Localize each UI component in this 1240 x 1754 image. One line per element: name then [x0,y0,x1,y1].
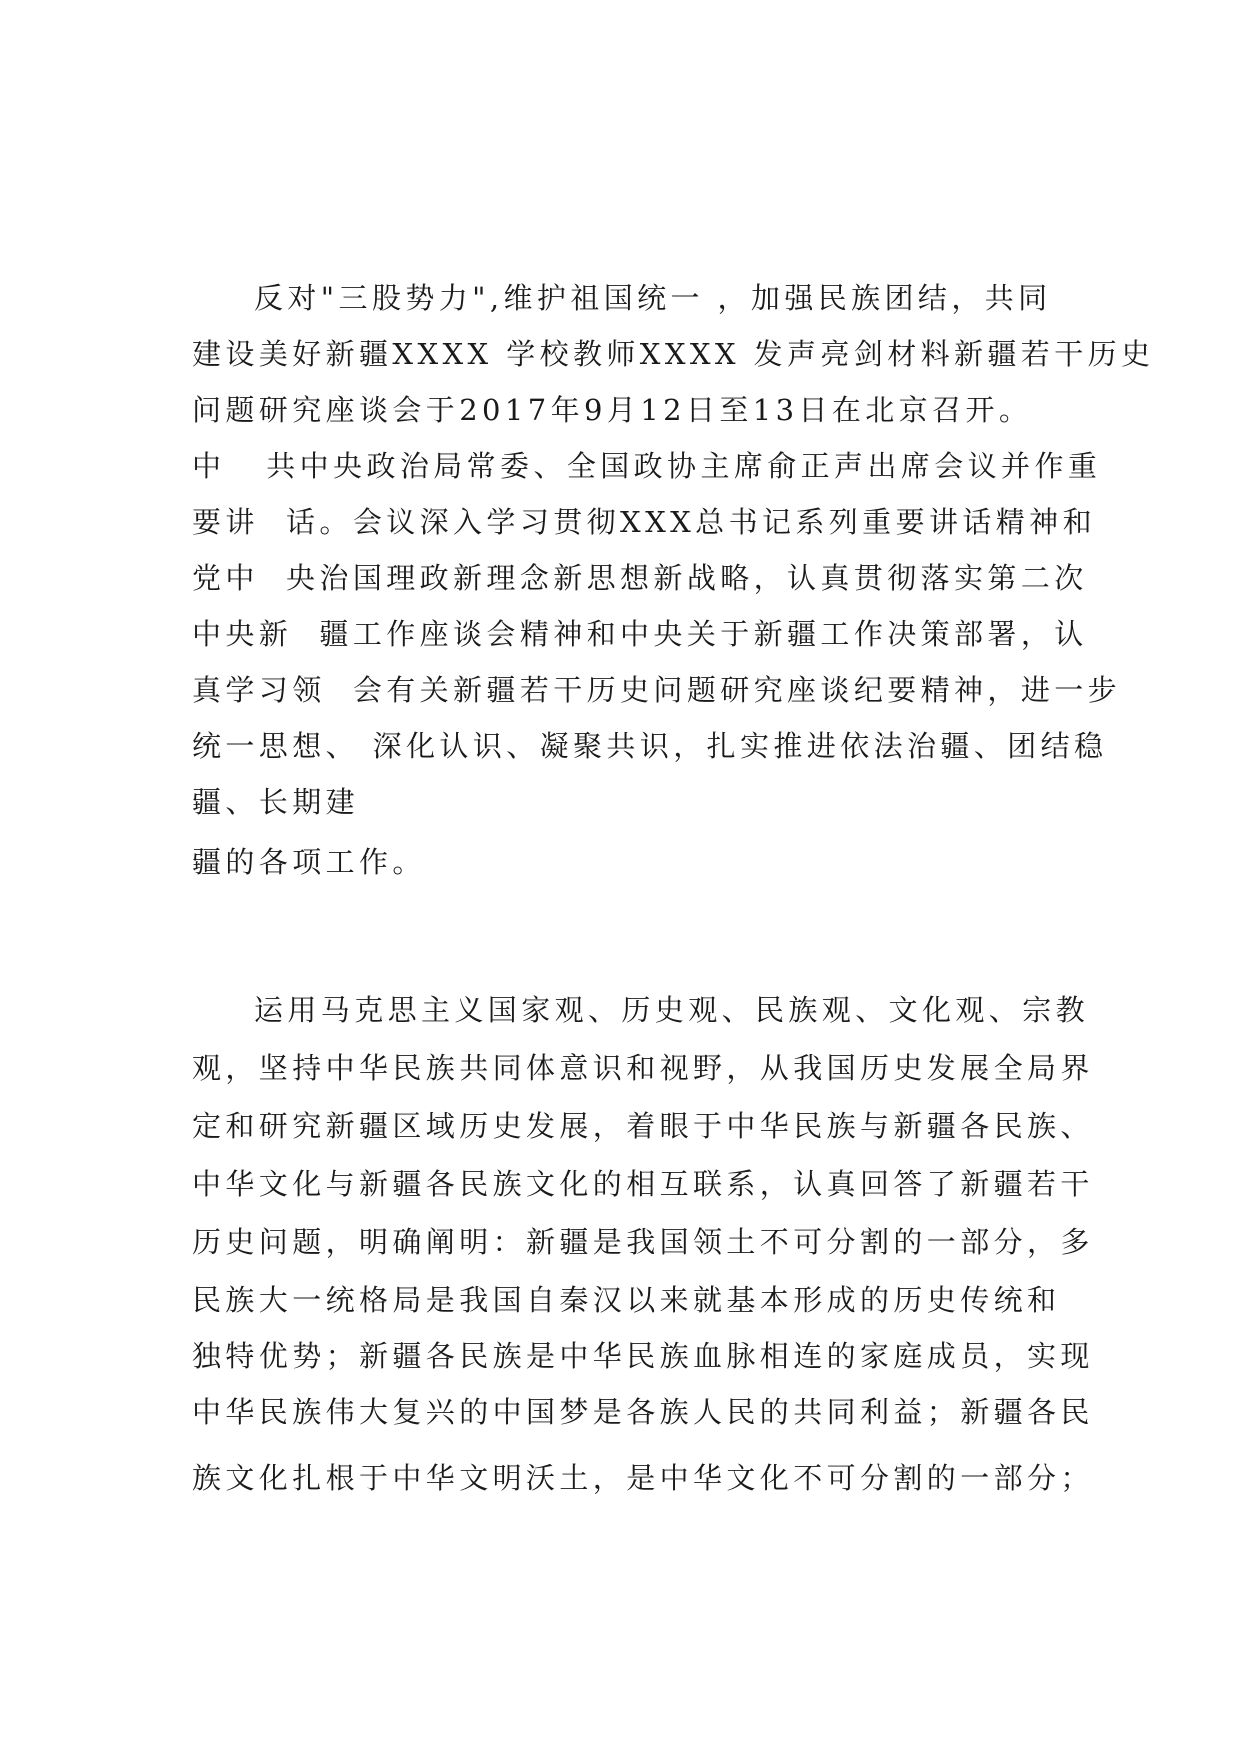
paragraph-3-line-9: 族文化扎根于中华文明沃土，是中华文化不可分割的一部分； [192,1461,1094,1495]
paragraph-1-line-10: 疆、长期建 [192,785,360,819]
paragraph-3-line-7: 独特优势；新疆各民族是中华民族血脉相连的家庭成员，实现 [192,1339,1094,1373]
paragraph-3-line-8: 中华民族伟大复兴的中国梦是各族人民的共同利益；新疆各民 [192,1395,1094,1429]
paragraph-1-line-1: 反对"三股势力",维护祖国统一 ，加强民族团结，共同 [254,281,1052,315]
paragraph-2-line-1: 疆的各项工作。 [192,845,426,879]
paragraph-3-line-5: 历史问题，明确阐明：新疆是我国领土不可分割的一部分，多 [192,1225,1094,1259]
paragraph-3-line-1: 运用马克思主义国家观、历史观、民族观、文化观、宗教 [254,993,1090,1027]
paragraph-3-line-3: 定和研究新疆区域历史发展，着眼于中华民族与新疆各民族、 [192,1109,1094,1143]
paragraph-3-line-6: 民族大一统格局是我国自秦汉以来就基本形成的历史传统和 [192,1283,1061,1317]
paragraph-1-line-5: 要讲 话。会议深入学习贯彻XXX总书记系列重要讲话精神和 [192,505,1096,539]
paragraph-1-line-8: 真学习领 会有关新疆若干历史问题研究座谈纪要精神，进一步 [192,673,1122,707]
paragraph-1-line-3: 问题研究座谈会于2017年9月12日至13日在北京召开。 [192,393,1033,427]
paragraph-1-line-7: 中央新 疆工作座谈会精神和中央关于新疆工作决策部署，认 [192,617,1088,651]
paragraph-1-line-2: 建设美好新疆XXXX 学校教师XXXX 发声亮剑材料新疆若干历史 [192,337,1155,371]
paragraph-1-line-4: 中 共中央政治局常委、全国政协主席俞正声出席会议并作重 [192,449,1102,483]
paragraph-1-line-6: 党中 央治国理政新理念新思想新战略，认真贯彻落实第二次 [192,561,1088,595]
paragraph-3-line-2: 观，坚持中华民族共同体意识和视野，从我国历史发展全局界 [192,1051,1094,1085]
paragraph-3-line-4: 中华文化与新疆各民族文化的相互联系，认真回答了新疆若干 [192,1167,1094,1201]
paragraph-1-line-9: 统一思想、 深化认识、凝聚共识，扎实推进依法治疆、团结稳 [192,729,1108,763]
